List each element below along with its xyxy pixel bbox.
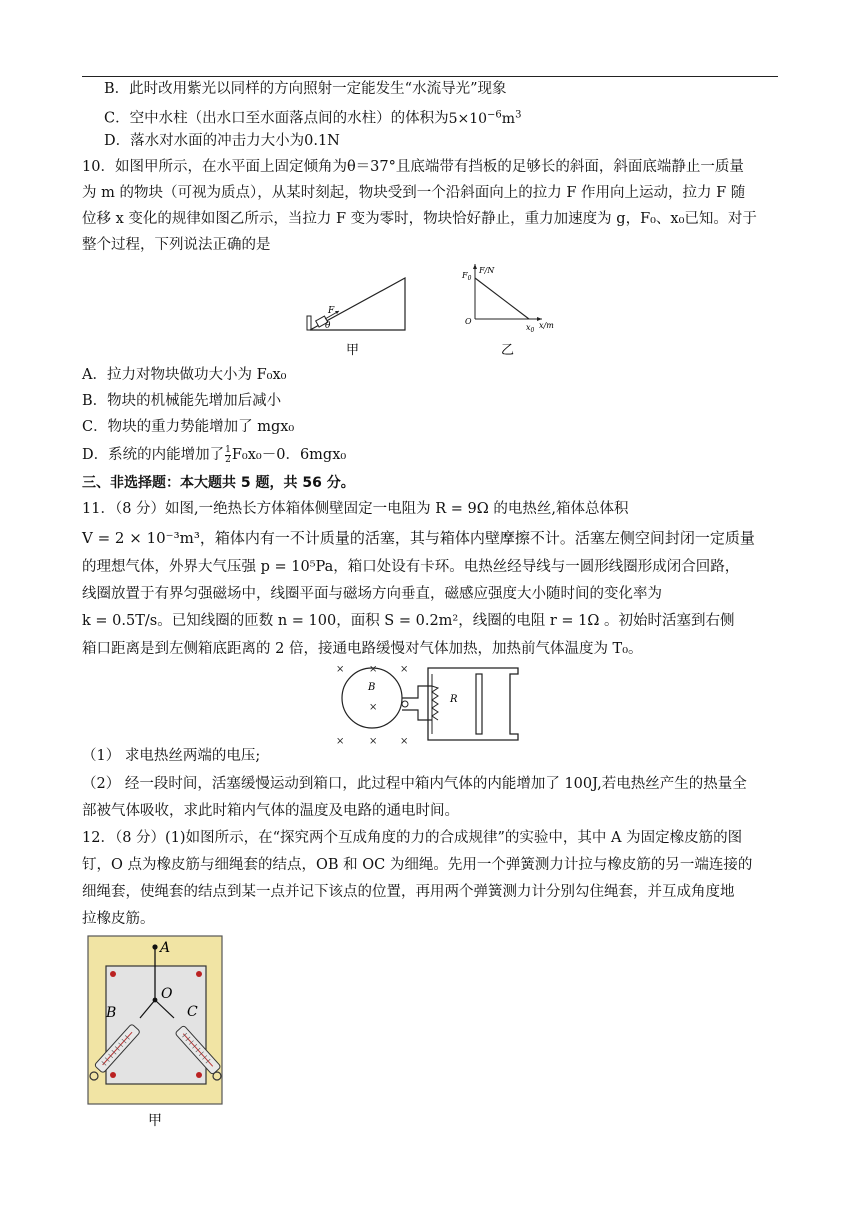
insulated-box — [428, 668, 518, 740]
header-rule — [82, 76, 778, 77]
label-b: B — [106, 1005, 117, 1021]
q9-option-c-text: C．空中水柱（出水口至水面落点间的水柱）的体积为 — [104, 110, 449, 127]
field-b-label: B — [368, 682, 376, 693]
incline-angle-label: θ — [325, 321, 331, 331]
label-a: A — [160, 940, 171, 956]
graph-f0-label: $F_0$ — [462, 271, 472, 282]
coil-loop — [342, 668, 402, 728]
svg-text:×: × — [336, 664, 345, 675]
q11-stem-line6: 箱口距离是到左侧箱底距离的 2 倍，接通电路缓慢对气体加热，加热前气体温度为 T₀。 — [82, 641, 643, 657]
incline-figure — [307, 278, 405, 331]
svg-text:×: × — [336, 736, 345, 747]
q10-option-d: D．系统的内能增加了 $\frac{1}{2}$ F₀x₀－0．6mgx₀ — [82, 444, 347, 465]
q9-option-c — [104, 104, 521, 130]
incline-force-label: F — [328, 306, 335, 316]
q11-stem-line1: 11．（8 分）如图,一绝热长方体箱体侧壁固定一电阻为 R = 9Ω 的电热丝,箱体总体积 — [82, 501, 629, 517]
q10-option-a: A．拉力对物块做功大小为 F₀x₀ — [82, 367, 287, 383]
svg-text:×: × — [400, 664, 409, 675]
q10-stem-line2: 为 m 的物块（可视为质点），从某时刻起，物块受到一个沿斜面向上的拉力 F 作用向上运动，拉力 F 随 — [82, 185, 746, 201]
q11-stem-line3: 的理想气体，外界大气压强 p = 10⁵Pa，箱口处设有卡环。电热丝经导线与一圆形线圈形成闭合回路， — [82, 559, 740, 575]
q9-option-b: B．此时改用紫光以同样的方向照射一定能发生“水流导光”现象 — [104, 81, 507, 97]
q10-stem-line3: 位移 x 变化的规律如图乙所示，当拉力 F 变为零时，物块恰好静止，重力加速度为 g，F₀、x₀已知。对于 — [82, 211, 757, 227]
q12-stem-line3: 细绳套，使绳套的结点到某一点并记下该点的位置，再用两个弹簧测力计分别勾住绳套，并互成角度地 — [82, 884, 735, 900]
graph-x0-label: $x_0$ — [526, 323, 535, 334]
q11-part2-line2: 部被气体吸收，求此时箱内气体的温度及电路的通电时间。 — [82, 803, 459, 819]
q12-stem-line1: 12．（8 分）(1)如图所示，在“探究两个互成角度的力的合成规律”的实验中，其中 A 为固定橡皮筋的图 — [82, 830, 743, 846]
q9-option-c-volume: $5\times 10^{-6}m^3$ — [448, 109, 522, 127]
label-c: C — [187, 1004, 198, 1020]
svg-text:×: × — [369, 664, 378, 675]
svg-text:×: × — [369, 736, 378, 747]
q11-part2-line1: （2） 经一段时间，活塞缓慢运动到箱口，此过程中箱内气体的内能增加了 100J,若电热丝产生的热量全 — [82, 776, 747, 792]
paper-sheet — [106, 966, 206, 1084]
q11-part1: （1） 求电热丝两端的电压; — [82, 748, 261, 764]
label-o: O — [161, 986, 173, 1002]
q12-force-board-figure — [86, 934, 230, 1132]
heating-wire — [432, 686, 438, 720]
q10-stem-line1: 10．如图甲所示，在水平面上固定倾角为θ＝37°且底端带有挡板的足够长的斜面，斜面底端静止一质量 — [82, 159, 744, 175]
q9-option-d: D．落水对水面的冲击力大小为0.1N — [104, 133, 340, 149]
pin-a — [152, 944, 157, 949]
graph-x-axis-label: x/m — [539, 321, 554, 330]
force-displacement-graph — [461, 264, 554, 334]
figure-caption-yi: 乙 — [501, 343, 515, 358]
graph-origin-label: O — [465, 317, 472, 326]
piston — [476, 674, 482, 734]
q10-figures — [295, 262, 575, 362]
svg-text:×: × — [369, 702, 378, 713]
resistor-r-label: R — [450, 694, 458, 705]
q10-option-b: B．物块的机械能先增加后减小 — [82, 393, 282, 409]
q10-option-c: C．物块的重力势能增加了 mgx₀ — [82, 419, 295, 435]
q10-stem-line4: 整个过程，下列说法正确的是 — [82, 237, 271, 253]
q12-stem-line4: 拉橡皮筋。 — [82, 911, 155, 927]
section-3-heading: 三、非选择题：本大题共 5 题，共 56 分。 — [82, 475, 355, 491]
q11-stem-line2: V = 2 × 10⁻³m³，箱体内有一不计质量的活塞，其与箱体内壁摩擦不计。活塞左侧空间封闭一定质量 — [82, 529, 755, 547]
figure-caption-jia: 甲 — [346, 343, 360, 358]
svg-text:×: × — [400, 736, 409, 747]
fraction-one-half: $\frac{1}{2}$ — [225, 444, 231, 465]
figure-caption-jia-2: 甲 — [148, 1113, 162, 1129]
q11-circuit-figure — [328, 658, 528, 748]
graph-f-axis-label: F/N — [479, 266, 495, 275]
q12-stem-line2: 钉，O 点为橡皮筋与细绳套的结点，OB 和 OC 为细绳。先用一个弹簧测力计拉与橡皮筋的另一端连接的 — [82, 857, 753, 873]
q11-stem-line4: 线圈放置于有界匀强磁场中，线圈平面与磁场方向垂直，磁感应强度大小随时间的变化率为 — [82, 586, 662, 602]
q11-stem-line5: k = 0.5T/s。已知线圈的匝数 n = 100，面积 S = 0.2m²，线圈的电阻 r = 1Ω 。初始时活塞到右侧 — [82, 613, 735, 629]
